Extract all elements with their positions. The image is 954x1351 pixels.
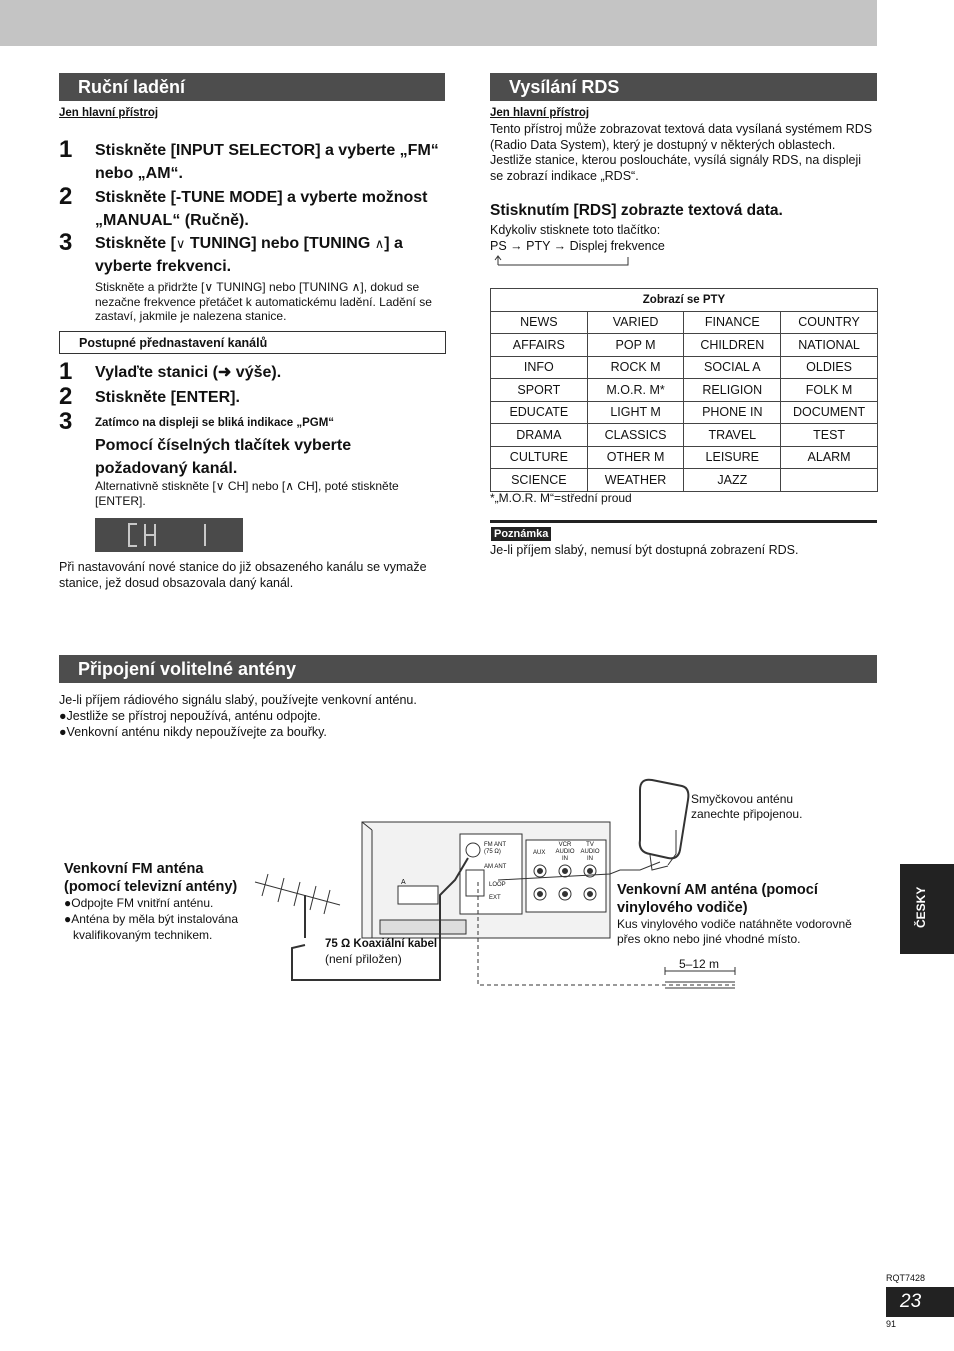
table-cell: DRAMA <box>491 424 588 447</box>
step-number: 2 <box>59 383 73 410</box>
table-cell: EDUCATE <box>491 401 588 424</box>
panel-label-loop: LOOP <box>489 882 506 888</box>
table-cell: SCIENCE <box>491 469 588 492</box>
top-banner <box>0 0 877 46</box>
step-text: Pomocí číselných tlačítek vyberte požadovaný kanál. <box>95 437 352 477</box>
preset-box-heading: Postupné přednastavení kanálů <box>59 331 446 354</box>
table-cell: ALARM <box>781 446 878 469</box>
step-number: 3 <box>59 408 73 435</box>
table-cell: M.O.R. M* <box>587 379 684 402</box>
table-cell: SPORT <box>491 379 588 402</box>
table-cell: COUNTRY <box>781 311 878 334</box>
table-cell: OTHER M <box>587 446 684 469</box>
panel-label-a: A <box>401 879 406 886</box>
table-cell: CULTURE <box>491 446 588 469</box>
language-tab <box>900 864 954 954</box>
step-number: 3 <box>59 229 73 256</box>
fm-antenna-bullet: ●Anténa by měla být instalována <box>64 912 239 926</box>
table-cell: LEISURE <box>684 446 781 469</box>
table-cell: TEST <box>781 424 878 447</box>
step-text: Vylaďte stanici (➜ výše). <box>95 364 282 381</box>
rds-heading: Stisknutím [RDS] zobrazte textová data. <box>490 202 783 219</box>
coax-cable-note: (není přiložen) <box>325 952 402 966</box>
panel-label-tv: TV AUDIO IN <box>580 842 600 862</box>
table-cell: DOCUMENT <box>781 401 878 424</box>
lcd-display <box>95 518 243 552</box>
pty-table-wrap <box>490 288 878 492</box>
distance-label: 5–12 m <box>679 957 720 971</box>
antenna-intro: Je-li příjem rádiového signálu slabý, používejte venkovní anténu. <box>59 693 417 707</box>
panel-label-aux: AUX <box>533 850 546 856</box>
panel-label-fm-ant: FM ANT (75 Ω) <box>484 842 506 855</box>
step-number: 2 <box>59 183 73 210</box>
page-number: 23 <box>886 1287 954 1317</box>
table-cell: RELIGION <box>684 379 781 402</box>
rds-cycle: PS → PTY → Displej frekvence <box>490 239 665 253</box>
table-cell: PHONE IN <box>684 401 781 424</box>
loop-antenna-note: Smyčkovou anténu zanechte připojenou. <box>691 792 803 821</box>
table-cell: FOLK M <box>781 379 878 402</box>
table-cell: FINANCE <box>684 311 781 334</box>
am-antenna-title: Venkovní AM anténa (pomocí vinylového vodiče) <box>617 882 818 916</box>
fm-antenna-bullet: kvalifikovaným technikem. <box>73 928 213 942</box>
lcd-ch-1-graphic <box>95 518 243 552</box>
coax-cable-label: 75 Ω Koaxiální kabel <box>325 938 438 950</box>
table-cell <box>781 469 878 492</box>
fm-antenna-bullet: ●Odpojte FM vnitřní anténu. <box>64 896 214 910</box>
pty-footnote: *„M.O.R. M“=střední proud <box>490 491 632 505</box>
table-cell: OLDIES <box>781 356 878 379</box>
table-cell: NEWS <box>491 311 588 334</box>
section-title-rds: Vysílání RDS <box>490 73 877 101</box>
table-cell: VARIED <box>587 311 684 334</box>
table-cell: CLASSICS <box>587 424 684 447</box>
step-text: Stiskněte [ENTER]. <box>95 389 240 406</box>
pty-table-title: Zobrazí se PTY <box>491 289 878 312</box>
panel-label-ext: EXT <box>489 895 501 901</box>
table-cell: POP M <box>587 334 684 357</box>
table-cell: AFFAIRS <box>491 334 588 357</box>
step-text: Stiskněte [-TUNE MODE] a vyberte možnost „MANUAL“ (Ručně). <box>95 189 428 229</box>
section-title-manual-tuning: Ruční ladění <box>59 73 445 101</box>
am-antenna-text: Kus vinylového vodiče natáhněte vodorovně přes okno nebo jiné vhodné místo. <box>617 917 852 946</box>
pty-table <box>490 288 878 492</box>
step-number: 1 <box>59 136 73 163</box>
section-title-antenna: Připojení volitelné antény <box>59 655 877 683</box>
step-text: Stiskněte [INPUT SELECTOR] a vyberte „FM“ nebo „AM“. <box>95 142 439 182</box>
note-divider <box>490 520 877 523</box>
step-number: 1 <box>59 358 73 385</box>
step-text: Stiskněte [∨ TUNING] nebo [TUNING ∧] a vyberte frekvenci. <box>95 235 403 275</box>
table-cell: JAZZ <box>684 469 781 492</box>
cycle-return-arrow <box>494 253 634 267</box>
table-cell: NATIONAL <box>781 334 878 357</box>
fm-antenna-title: Venkovní FM anténa (pomocí televizní antény) <box>64 861 238 895</box>
language-tab-label: ČESKY <box>914 886 928 928</box>
table-cell: CHILDREN <box>684 334 781 357</box>
table-cell: INFO <box>491 356 588 379</box>
table-cell: TRAVEL <box>684 424 781 447</box>
rds-each-press: Kdykoliv stisknete toto tlačítko: <box>490 223 661 237</box>
note-label: Poznámka <box>491 527 551 541</box>
sub-page-number: 91 <box>886 1319 897 1329</box>
table-cell: WEATHER <box>587 469 684 492</box>
doc-code: RQT7428 <box>886 1273 926 1283</box>
step-note: Alternativně stiskněte [∨ CH] nebo [∧ CH], poté stiskněte [ENTER]. <box>95 479 399 508</box>
table-cell: SOCIAL A <box>684 356 781 379</box>
note-text: Je-li příjem slabý, nemusí být dostupná zobrazení RDS. <box>490 543 799 557</box>
panel-label-am-ant: AM ANT <box>484 864 507 870</box>
step-note: Stiskněte a přidržte [∨ TUNING] nebo [TUNING ∧], dokud se nezačne frekvence přetáčet k automatickému ladění. Ladění se zastaví, jakmile je nalezena stanice. <box>95 280 432 323</box>
panel-label-vcr: VCR AUDIO IN <box>555 842 575 862</box>
antenna-bullet: ●Jestliže se přístroj nepoužívá, anténu odpojte. <box>59 709 321 723</box>
table-cell: LIGHT M <box>587 401 684 424</box>
rds-intro: Tento přístroj může zobrazovat textová data vysílaná systémem RDS (Radio Data System), který je dostupný v některých oblastech. Jestliže stanice, kterou posloucháte, vysílá signály RDS, na displeji se zobrazí indikace „RDS“. <box>490 122 873 183</box>
main-unit-only-label: Jen hlavní přístroj <box>490 107 590 119</box>
table-cell: ROCK M <box>587 356 684 379</box>
main-unit-only-label: Jen hlavní přístroj <box>59 107 159 119</box>
antenna-bullet: ●Venkovní anténu nikdy nepoužívejte za bouřky. <box>59 725 327 739</box>
bottom-note: Při nastavování nové stanice do již obsazeného kanálu se vymaže stanice, jež dosud obsazovala daný kanál. <box>59 560 427 590</box>
step-subnote: Zatímco na displeji se bliká indikace „PGM“ <box>95 417 335 429</box>
